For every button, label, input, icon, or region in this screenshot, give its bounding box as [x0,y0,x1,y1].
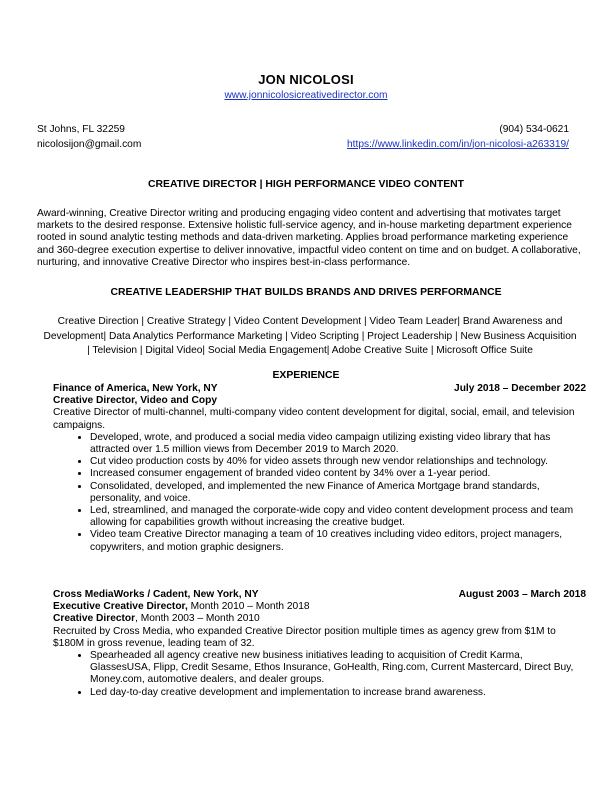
linkedin-link[interactable]: https://www.linkedin.com/in/jon-nicolosi-a263319/ [347,138,569,150]
job-header [53,589,586,601]
bullet-item: • Consolidated, developed, and implemented the new Finance of America Mortgage brand standards, personality, and voice. [90,481,586,505]
website-link-wrap [0,90,612,101]
skills-line: Development| Data Analytics Performance Marketing | Video Scripting | Project Leadership | New Business Acquisition [43,330,577,342]
job-bullets [53,432,586,554]
job-role: Creative Director [53,613,136,625]
bullet-item: • Cut video production costs by 40% for video assets through new vendor relationships and technology. [90,456,586,468]
candidate-name: JON NICOLOSI [258,72,354,87]
bullet-item: • Led day-to-day creative development and implementation to increase brand awareness. [90,687,586,699]
summary-text: Award-winning, Creative Director writing and producing engaging video content and advertising that motivates target markets to the desired response. Extensive holistic full-service agency, and in-house marketing department experience rooted in sound analytic testing methods and data-driven marketing. Applies broad performance marketing experience and 360-degree execution expertise to deliver innovative, impactful video content on time and on budget. A collaborative, nurturing, and innovative Creative Director who inspires best-in-class performance. [37,208,581,268]
company-name: Cross MediaWorks / Cadent, New York, NY [53,589,259,600]
skills-line: Creative Direction | Creative Strategy | Video Content Development | Video Team Leader| Brand Awareness and [57,316,563,327]
skills-heading: CREATIVE LEADERSHIP THAT BUILDS BRANDS AND DRIVES PERFORMANCE [110,287,502,298]
phone: (904) 534-0621 [499,124,569,135]
bullet-item: • Increased consumer engagement of branded video content by 34% over a 1-year period. [90,468,586,480]
location: St Johns, FL 32259 [37,124,125,135]
job-role: Executive Creative Director, [53,601,188,613]
job-cross-mediaworks [53,589,586,699]
role-dates: , Month 2003 – Month 2010 [135,613,260,625]
job-finance-of-america [53,383,586,554]
email: nicolosijon@gmail.com [37,138,142,150]
bullet-item: • Video team Creative Director managing a team of 10 creatives including video editors, project managers, copywriters, and motion graphic designers. [90,529,586,553]
job-description: Creative Director of multi-channel, multi-company video content development for digital, social, email, and television campaigns. [53,407,575,431]
company-name: Finance of America, New York, NY [53,383,218,394]
job-role-line [53,601,586,613]
job-dates: July 2018 – December 2022 [454,383,586,394]
bullet-item: • Spearheaded all agency creative new business initiatives leading to acquisition of Credit Karma, GlassesUSA, Flipp, Credit Sesame, Ethos Insurance, GoHealth, Ring.com, Current Mastercard, Direct Buy, Money.com, automotive dealers, and dealer groups. [90,650,586,687]
job-dates: August 2003 – March 2018 [458,589,586,600]
bullet-item: • Led, streamlined, and managed the corporate-wide copy and video content development process and team allowing for capabilities growth without increasing the creative budget. [90,505,586,529]
contact-left [37,123,141,152]
skills-line: | Television | Digital Video| Social Media Engagement| Adobe Creative Suite | Microsoft Office Suite [87,345,533,356]
role-dates: Month 2010 – Month 2018 [187,601,310,613]
bullet-item: • Developed, wrote, and produced a social media video campaign utilizing existing video library that has attracted over 1.5 million views from December 2019 to March 2020. [90,432,586,456]
skills-list [30,315,590,359]
job-bullets [53,650,586,699]
job-role: Creative Director, Video and Copy [53,395,217,407]
experience-heading: EXPERIENCE [272,370,340,381]
job-header [53,383,586,395]
website-link[interactable]: www.jonnicolosicreativedirector.com [224,90,388,101]
job-description: Recruited by Cross Media, who expanded Creative Director position multiple times as agency grew from $1M to $180M in gross revenue, leading team of 32. [53,625,556,649]
job-role-line [53,613,586,625]
contact-right [347,123,569,152]
summary-heading: CREATIVE DIRECTOR | HIGH PERFORMANCE VIDEO CONTENT [148,179,464,190]
